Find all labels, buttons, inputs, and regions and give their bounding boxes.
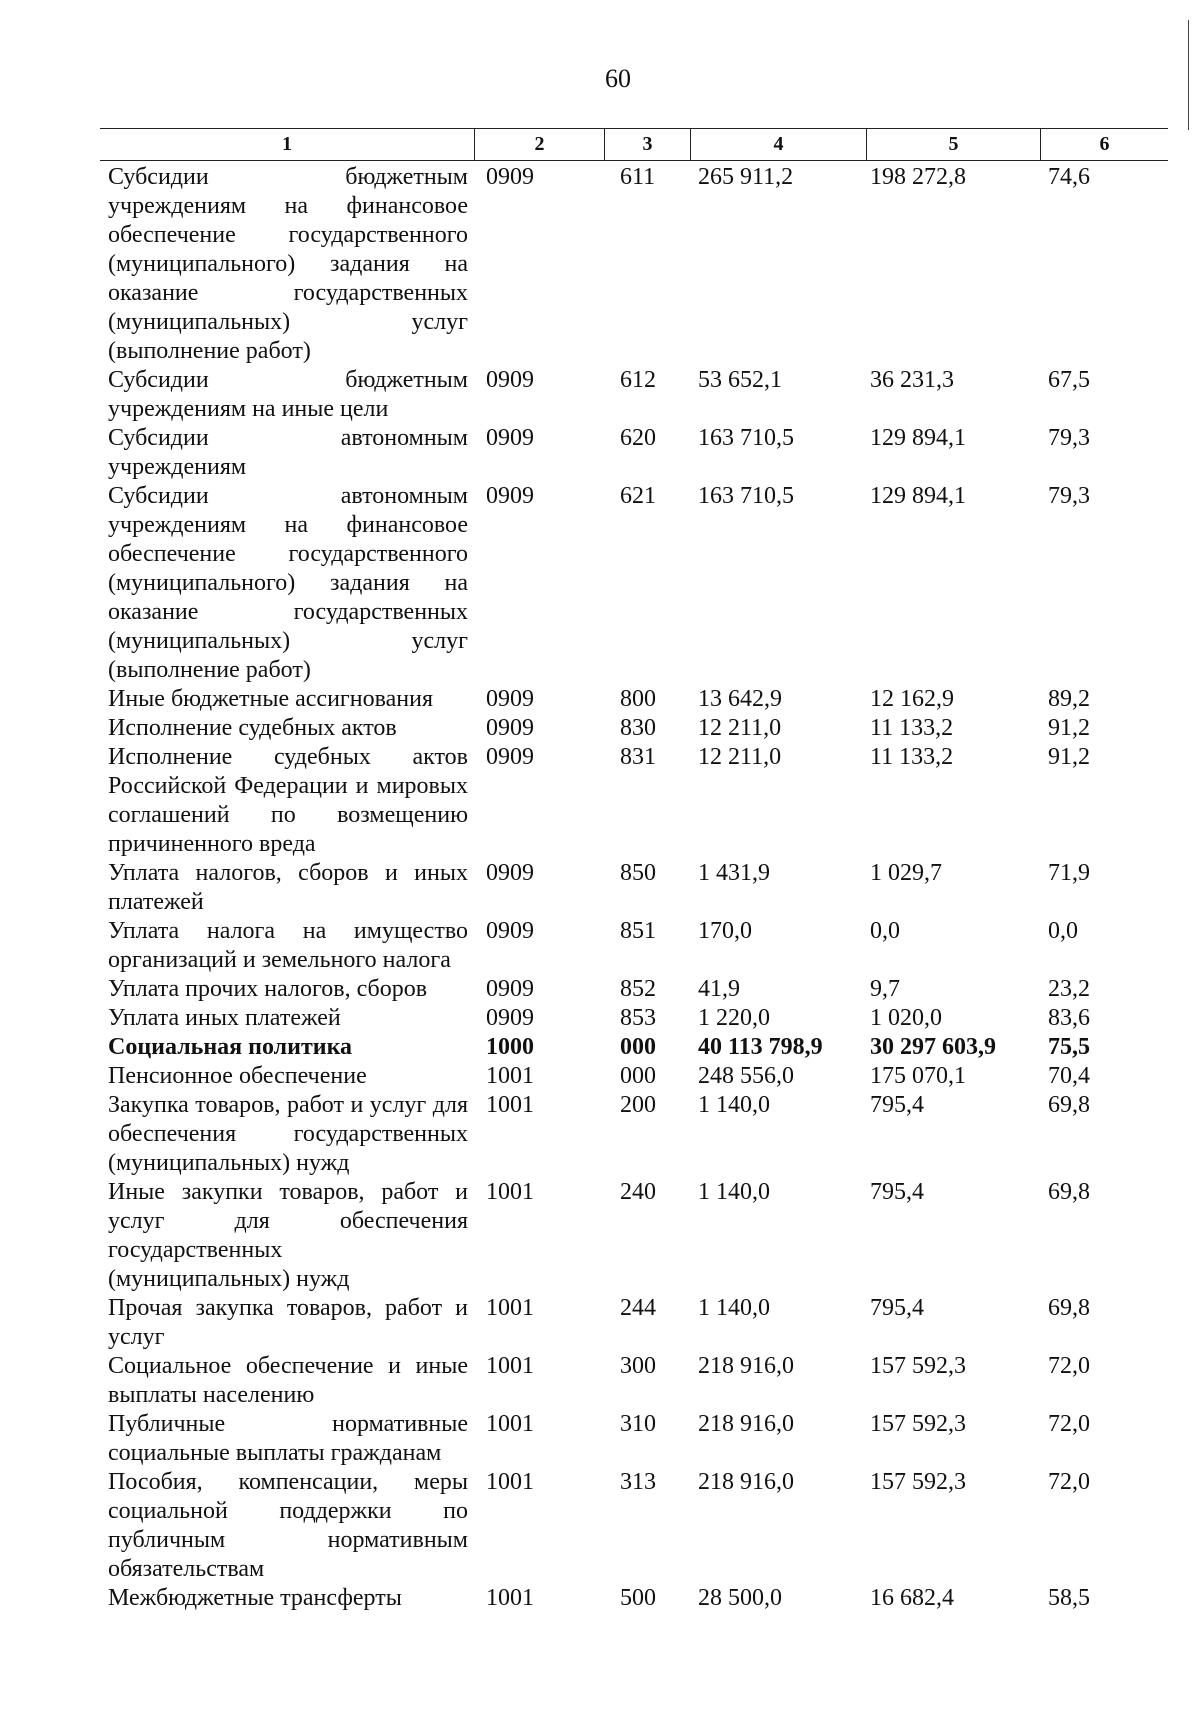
column-header-4: 4 bbox=[690, 129, 866, 160]
row-plan-value: 41,9 bbox=[698, 976, 740, 1002]
row-fact-value: 795,4 bbox=[870, 1179, 924, 1205]
row-percent: 67,5 bbox=[1048, 367, 1090, 393]
table-row bbox=[100, 1294, 1168, 1352]
row-code: 853 bbox=[620, 1005, 656, 1031]
page-number: 60 bbox=[605, 64, 631, 93]
row-name: Субсидии автономным учреждениям bbox=[108, 425, 468, 480]
row-plan-value: 53 652,1 bbox=[698, 367, 782, 393]
row-code: 852 bbox=[620, 976, 656, 1002]
row-section: 0909 bbox=[486, 164, 534, 190]
row-section: 0909 bbox=[486, 367, 534, 393]
row-code: 800 bbox=[620, 686, 656, 712]
table-row bbox=[100, 1352, 1168, 1410]
row-name: Уплата прочих налогов, сборов bbox=[108, 976, 428, 1002]
row-code: 831 bbox=[620, 744, 656, 770]
row-name: Прочая закупка товаров, работ и услуг bbox=[108, 1295, 468, 1350]
row-code: 851 bbox=[620, 918, 656, 944]
row-fact-value: 157 592,3 bbox=[870, 1353, 966, 1379]
row-percent: 74,6 bbox=[1048, 164, 1090, 190]
row-name: Уплата налога на имущество организаций и земельного налога bbox=[108, 918, 468, 973]
row-plan-value: 12 211,0 bbox=[698, 715, 782, 741]
row-section: 1001 bbox=[486, 1092, 534, 1118]
row-code: 244 bbox=[620, 1295, 656, 1321]
row-percent: 83,6 bbox=[1048, 1005, 1090, 1031]
row-percent: 72,0 bbox=[1048, 1353, 1090, 1379]
row-percent: 79,3 bbox=[1048, 425, 1090, 451]
row-plan-value: 218 916,0 bbox=[698, 1411, 794, 1437]
row-fact-value: 157 592,3 bbox=[870, 1411, 966, 1437]
row-name: Субсидии бюджетным учреждениям на финансовое обеспечение государственного (муниципального) задания на оказание государственных (муниципальных) услуг (выполнение работ) bbox=[108, 164, 468, 364]
row-fact-value: 129 894,1 bbox=[870, 483, 966, 509]
row-fact-value: 795,4 bbox=[870, 1092, 924, 1118]
row-name: Исполнение судебных актов bbox=[108, 715, 397, 741]
row-fact-value: 12 162,9 bbox=[870, 686, 954, 712]
table-row bbox=[100, 366, 1168, 424]
row-fact-value: 11 133,2 bbox=[870, 715, 954, 741]
table-row bbox=[100, 859, 1168, 917]
table-row bbox=[100, 1178, 1168, 1294]
row-code: 000 bbox=[620, 1063, 656, 1089]
budget-table bbox=[100, 128, 1168, 1613]
row-code: 200 bbox=[620, 1092, 656, 1118]
table-row bbox=[100, 975, 1168, 1004]
row-percent: 70,4 bbox=[1048, 1063, 1090, 1089]
row-plan-value: 12 211,0 bbox=[698, 744, 782, 770]
row-section: 0909 bbox=[486, 425, 534, 451]
row-fact-value: 795,4 bbox=[870, 1295, 924, 1321]
row-percent: 23,2 bbox=[1048, 976, 1090, 1002]
table-row bbox=[100, 1410, 1168, 1468]
row-code: 000 bbox=[620, 1034, 656, 1060]
row-name: Уплата налогов, сборов и иных платежей bbox=[108, 860, 468, 915]
row-name: Межбюджетные трансферты bbox=[108, 1585, 402, 1611]
row-section: 1001 bbox=[486, 1353, 534, 1379]
row-fact-value: 36 231,3 bbox=[870, 367, 954, 393]
row-name: Субсидии автономным учреждениям на финансовое обеспечение государственного (муниципального) задания на оказание государственных (муниципальных) услуг (выполнение работ) bbox=[108, 483, 468, 683]
row-section: 1001 bbox=[486, 1411, 534, 1437]
row-plan-value: 13 642,9 bbox=[698, 686, 782, 712]
column-header-2: 2 bbox=[474, 129, 604, 160]
row-code: 313 bbox=[620, 1469, 656, 1495]
row-percent: 75,5 bbox=[1048, 1034, 1090, 1060]
row-plan-value: 265 911,2 bbox=[698, 164, 794, 190]
row-section: 1001 bbox=[486, 1585, 534, 1611]
row-name: Пенсионное обеспечение bbox=[108, 1063, 367, 1089]
table-row bbox=[100, 1584, 1168, 1613]
column-header-5: 5 bbox=[866, 129, 1040, 160]
row-plan-value: 1 431,9 bbox=[698, 860, 770, 886]
row-section: 0909 bbox=[486, 860, 534, 886]
row-plan-value: 170,0 bbox=[698, 918, 752, 944]
table-header bbox=[100, 128, 1168, 161]
row-percent: 91,2 bbox=[1048, 715, 1090, 741]
row-name: Субсидии бюджетным учреждениям на иные цели bbox=[108, 367, 468, 422]
row-fact-value: 9,7 bbox=[870, 976, 900, 1002]
table-row bbox=[100, 163, 1168, 366]
row-percent: 79,3 bbox=[1048, 483, 1090, 509]
row-plan-value: 28 500,0 bbox=[698, 1585, 782, 1611]
row-code: 300 bbox=[620, 1353, 656, 1379]
row-section: 0909 bbox=[486, 918, 534, 944]
row-code: 830 bbox=[620, 715, 656, 741]
row-name: Социальная политика bbox=[108, 1034, 353, 1060]
column-header-6: 6 bbox=[1040, 129, 1168, 160]
row-fact-value: 16 682,4 bbox=[870, 1585, 954, 1611]
row-plan-value: 1 220,0 bbox=[698, 1005, 770, 1031]
row-code: 500 bbox=[620, 1585, 656, 1611]
row-fact-value: 1 029,7 bbox=[870, 860, 942, 886]
row-section: 0909 bbox=[486, 483, 534, 509]
row-fact-value: 175 070,1 bbox=[870, 1063, 966, 1089]
table-row bbox=[100, 1004, 1168, 1033]
table-row bbox=[100, 714, 1168, 743]
row-name: Закупка товаров, работ и услуг для обеспечения государственных (муниципальных) нужд bbox=[108, 1092, 468, 1176]
row-section: 0909 bbox=[486, 715, 534, 741]
row-fact-value: 157 592,3 bbox=[870, 1469, 966, 1495]
column-header-3: 3 bbox=[604, 129, 690, 160]
table-row bbox=[100, 1468, 1168, 1584]
row-fact-value: 11 133,2 bbox=[870, 744, 954, 770]
table-row bbox=[100, 1033, 1168, 1062]
scan-edge-line bbox=[1188, 20, 1189, 130]
row-percent: 71,9 bbox=[1048, 860, 1090, 886]
row-percent: 91,2 bbox=[1048, 744, 1090, 770]
table-row bbox=[100, 685, 1168, 714]
row-fact-value: 30 297 603,9 bbox=[870, 1034, 996, 1060]
row-section: 0909 bbox=[486, 976, 534, 1002]
row-fact-value: 0,0 bbox=[870, 918, 900, 944]
table-row bbox=[100, 1062, 1168, 1091]
row-section: 0909 bbox=[486, 744, 534, 770]
row-name: Пособия, компенсации, меры социальной поддержки по публичным нормативным обязательствам bbox=[108, 1469, 468, 1582]
table-row bbox=[100, 424, 1168, 482]
row-fact-value: 129 894,1 bbox=[870, 425, 966, 451]
row-section: 1001 bbox=[486, 1295, 534, 1321]
row-name: Публичные нормативные социальные выплаты гражданам bbox=[108, 1411, 468, 1466]
row-plan-value: 218 916,0 bbox=[698, 1469, 794, 1495]
row-code: 620 bbox=[620, 425, 656, 451]
row-percent: 72,0 bbox=[1048, 1469, 1090, 1495]
row-fact-value: 198 272,8 bbox=[870, 164, 966, 190]
row-section: 1001 bbox=[486, 1063, 534, 1089]
row-percent: 72,0 bbox=[1048, 1411, 1090, 1437]
table-row bbox=[100, 482, 1168, 685]
row-name: Иные бюджетные ассигнования bbox=[108, 686, 433, 712]
row-name: Иные закупки товаров, работ и услуг для обеспечения государственных (муниципальных) нужд bbox=[108, 1179, 468, 1292]
row-plan-value: 218 916,0 bbox=[698, 1353, 794, 1379]
row-code: 850 bbox=[620, 860, 656, 886]
row-section: 1001 bbox=[486, 1179, 534, 1205]
row-plan-value: 163 710,5 bbox=[698, 425, 794, 451]
row-section: 1000 bbox=[486, 1034, 534, 1060]
row-plan-value: 163 710,5 bbox=[698, 483, 794, 509]
row-code: 612 bbox=[620, 367, 656, 393]
table-row bbox=[100, 917, 1168, 975]
row-percent: 69,8 bbox=[1048, 1092, 1090, 1118]
row-percent: 0,0 bbox=[1048, 918, 1078, 944]
table-row bbox=[100, 743, 1168, 859]
row-section: 0909 bbox=[486, 1005, 534, 1031]
row-percent: 69,8 bbox=[1048, 1179, 1090, 1205]
row-code: 611 bbox=[620, 164, 656, 190]
row-name: Исполнение судебных актов Российской Федерации и мировых соглашений по возмещению причиненного вреда bbox=[108, 744, 468, 857]
column-header-1: 1 bbox=[282, 133, 292, 155]
row-code: 310 bbox=[620, 1411, 656, 1437]
row-plan-value: 40 113 798,9 bbox=[698, 1034, 823, 1060]
row-section: 0909 bbox=[486, 686, 534, 712]
table-body bbox=[100, 163, 1168, 1613]
table-row bbox=[100, 1091, 1168, 1178]
row-name: Уплата иных платежей bbox=[108, 1005, 341, 1031]
row-plan-value: 1 140,0 bbox=[698, 1295, 770, 1321]
row-plan-value: 1 140,0 bbox=[698, 1179, 770, 1205]
row-name: Социальное обеспечение и иные выплаты населению bbox=[108, 1353, 468, 1408]
row-percent: 69,8 bbox=[1048, 1295, 1090, 1321]
row-section: 1001 bbox=[486, 1469, 534, 1495]
row-plan-value: 1 140,0 bbox=[698, 1092, 770, 1118]
row-plan-value: 248 556,0 bbox=[698, 1063, 794, 1089]
row-code: 240 bbox=[620, 1179, 656, 1205]
row-fact-value: 1 020,0 bbox=[870, 1005, 942, 1031]
row-code: 621 bbox=[620, 483, 656, 509]
row-percent: 89,2 bbox=[1048, 686, 1090, 712]
row-percent: 58,5 bbox=[1048, 1585, 1090, 1611]
